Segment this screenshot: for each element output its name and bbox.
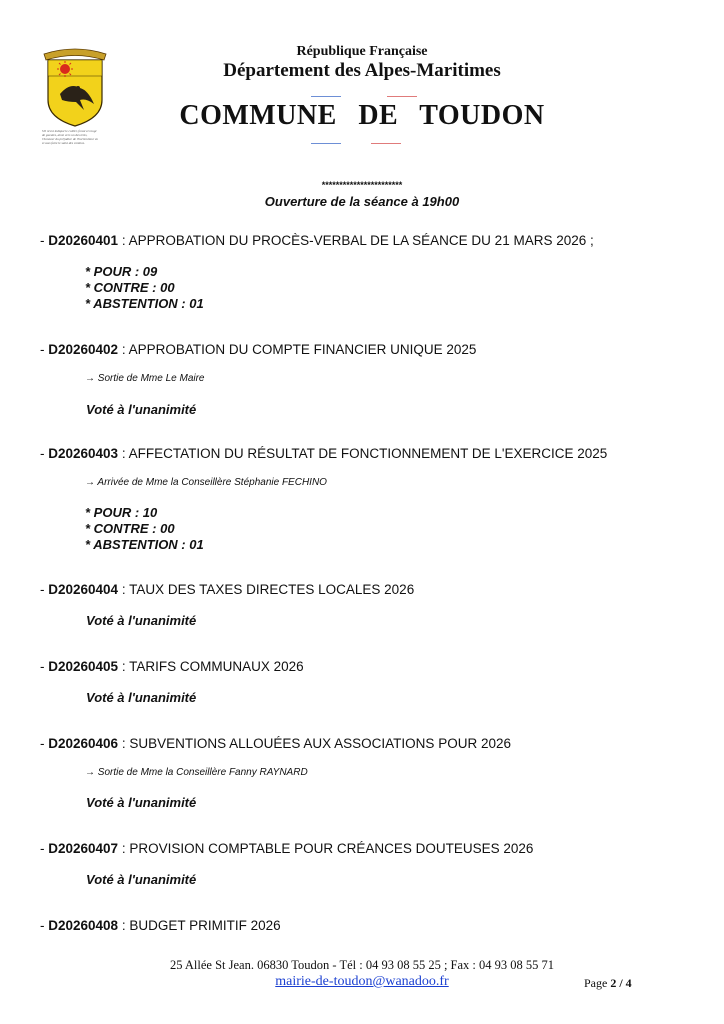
vote-result: Voté à l'unanimité [86,402,197,417]
crest-motto-line: de gueules, ainsi vers un des trois, [42,133,88,137]
deliberation-code: D20260404 [48,582,119,597]
session-opening: Ouverture de la séance à 19h00 [264,194,460,209]
deliberation-item: - D20260401 : APPROBATION DU PROCÈS-VERBAL DE LA SÉANCE DU 21 MARS 2026 ; [40,233,594,248]
page-number: 2 / 4 [610,976,632,990]
deliberation-code: D20260407 [48,841,119,856]
deliberation-item: - D20260402 : APPROBATION DU COMPTE FINANCIER UNIQUE 2025 [40,342,477,357]
deliberation-title: APPROBATION DU COMPTE FINANCIER UNIQUE 2025 [128,342,477,357]
deliberation-item: - D20260408 : BUDGET PRIMITIF 2026 [40,918,281,933]
deliberation-title: SUBVENTIONS ALLOUÉES AUX ASSOCIATIONS POUR 2026 [129,736,511,751]
vote-abstention: * ABSTENTION : 01 [85,296,204,311]
departement-heading: Département des Alpes-Maritimes [223,60,501,81]
deliberation-item: - D20260405 : TARIFS COMMUNAUX 2026 [40,659,304,674]
vote-pour: * POUR : 09 [85,264,158,279]
deliberation-title: PROVISION COMPTABLE POUR CRÉANCES DOUTEUSES 2026 [129,841,534,856]
deliberation-item: - D20260404 : TAUX DES TAXES DIRECTES LOCALES 2026 [40,582,415,597]
crest-motto-line: S'il m'est indiqué le collier, fonsé et rougi [42,129,97,133]
attendance-note: → Sortie de Mme Le Maire [85,373,205,384]
footer-email-link[interactable]: mairie-de-toudon@wanadoo.fr [275,974,449,989]
tricolor-stripe-red-bottom [371,143,401,144]
vote-result: Voté à l'unanimité [86,872,197,887]
deliberation-title: TARIFS COMMUNAUX 2026 [129,659,304,674]
footer-address: 25 Allée St Jean. 06830 Toudon - Tél : 04 93 08 55 25 ; Fax : 04 93 08 55 71 [169,958,555,972]
separator-asterisks: *********************** [321,180,403,190]
attendance-note: → Sortie de Mme la Conseillère Fanny RAYNARD [85,767,308,778]
vote-result: Voté à l'unanimité [86,613,197,628]
deliberation-title: BUDGET PRIMITIF 2026 [129,918,281,933]
crest-motto-line: l'honneur du préjudice de l'horticulteur en [42,137,99,141]
deliberation-title: AFFECTATION DU RÉSULTAT DE FONCTIONNEMENT DE L'EXERCICE 2025 [128,446,608,461]
crest-motto-line: à vous faire le salut des combos. [42,141,85,145]
deliberation-item: - D20260403 : AFFECTATION DU RÉSULTAT DE FONCTIONNEMENT DE L'EXERCICE 2025 [40,446,608,461]
attendance-note: → Arrivée de Mme la Conseillère Stéphanie FECHINO [85,477,327,488]
tricolor-stripe-blue-top [311,96,341,97]
deliberation-code: D20260405 [48,659,119,674]
deliberation-item: - D20260406 : SUBVENTIONS ALLOUÉES AUX ASSOCIATIONS POUR 2026 [40,736,511,751]
deliberation-code: D20260401 [48,233,119,248]
deliberation-title: APPROBATION DU PROCÈS-VERBAL DE LA SÉANCE DU 21 MARS 2026 ; [128,233,594,248]
vote-contre: * CONTRE : 00 [85,521,175,536]
deliberation-code: D20260406 [48,736,119,751]
vote-abstention: * ABSTENTION : 01 [85,537,204,552]
deliberation-item: - D20260407 : PROVISION COMPTABLE POUR CRÉANCES DOUTEUSES 2026 [40,841,534,856]
commune-title: COMMUNE DE TOUDON [179,100,545,131]
page-indicator [584,976,632,991]
page-label: Page [584,976,608,990]
tricolor-stripe-blue-bottom [311,143,341,144]
vote-pour: * POUR : 10 [85,505,158,520]
deliberation-title: TAUX DES TAXES DIRECTES LOCALES 2026 [129,582,415,597]
republique-heading: République Française [296,44,428,59]
tricolor-stripe-red-top [387,96,417,97]
deliberation-code: D20260402 [48,342,119,357]
vote-result: Voté à l'unanimité [86,795,197,810]
vote-result: Voté à l'unanimité [86,690,197,705]
deliberation-code: D20260403 [48,446,119,461]
deliberation-code: D20260408 [48,918,119,933]
vote-contre: * CONTRE : 00 [85,280,175,295]
